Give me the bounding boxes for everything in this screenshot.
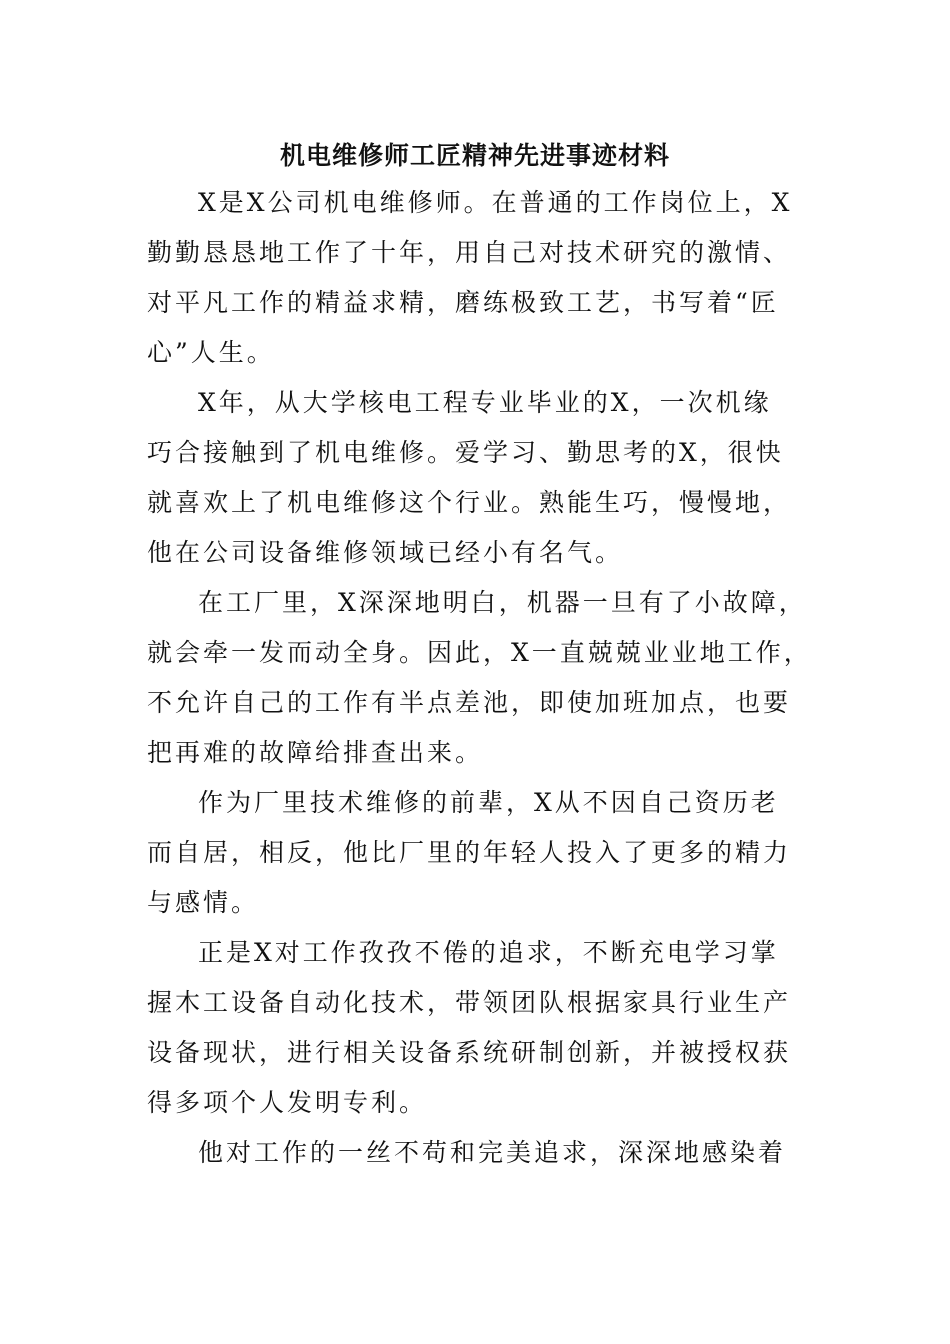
text-line: 他对工作的一丝不苟和完美追求，深深地感染着 xyxy=(198,1138,787,1167)
text-line: 正是X对工作孜孜不倦的追求，不断充电学习掌 xyxy=(198,938,779,967)
paragraph-6 xyxy=(147,1128,807,1178)
text-line: 握木工设备自动化技术，带领团队根据家具行业生产 xyxy=(147,988,792,1017)
paragraph-3 xyxy=(147,578,812,778)
text-line: 而自居，相反，他比厂里的年轻人投入了更多的精力 xyxy=(147,838,792,867)
document-body xyxy=(147,178,812,1178)
text-line: 勤勤恳恳地工作了十年，用自己对技术研究的激情、 xyxy=(147,238,792,267)
text-line: 在工厂里，X深深地明白，机器一旦有了小故障， xyxy=(198,588,807,617)
text-line: 得多项个人发明专利。 xyxy=(147,1088,428,1117)
text-line: 就喜欢上了机电维修这个行业。熟能生巧，慢慢地， xyxy=(147,488,792,517)
text-line: 巧合接触到了机电维修。爱学习、勤思考的X，很快 xyxy=(147,438,784,467)
text-line: 作为厂里技术维修的前辈，X从不因自己资历老 xyxy=(198,788,779,817)
text-line: 他在公司设备维修领域已经小有名气。 xyxy=(147,538,624,567)
text-line: 把再难的故障给排查出来。 xyxy=(147,738,484,767)
text-line: 与感情。 xyxy=(147,888,260,917)
paragraph-2 xyxy=(147,378,807,578)
document-title: 机电维修师工匠精神先进事迹材料 xyxy=(279,141,670,170)
text-line: 设备现状，进行相关设备系统研制创新，并被授权获 xyxy=(147,1038,792,1067)
text-line: X是X公司机电维修师。在普通的工作岗位上，X xyxy=(198,188,793,217)
text-line: 不允许自己的工作有半点差池，即使加班加点，也要 xyxy=(147,688,792,717)
text-line: 心”人生。 xyxy=(147,338,275,367)
paragraph-5 xyxy=(147,928,807,1128)
paragraph-4 xyxy=(147,778,807,928)
text-line: X年，从大学核电工程专业毕业的X，一次机缘 xyxy=(198,388,772,417)
text-line: 就会牵一发而动全身。因此，X一直兢兢业业地工作， xyxy=(147,638,812,667)
paragraph-1 xyxy=(147,178,807,378)
text-line: 对平凡工作的精益求精，磨练极致工艺，书写着“匠 xyxy=(147,288,779,317)
